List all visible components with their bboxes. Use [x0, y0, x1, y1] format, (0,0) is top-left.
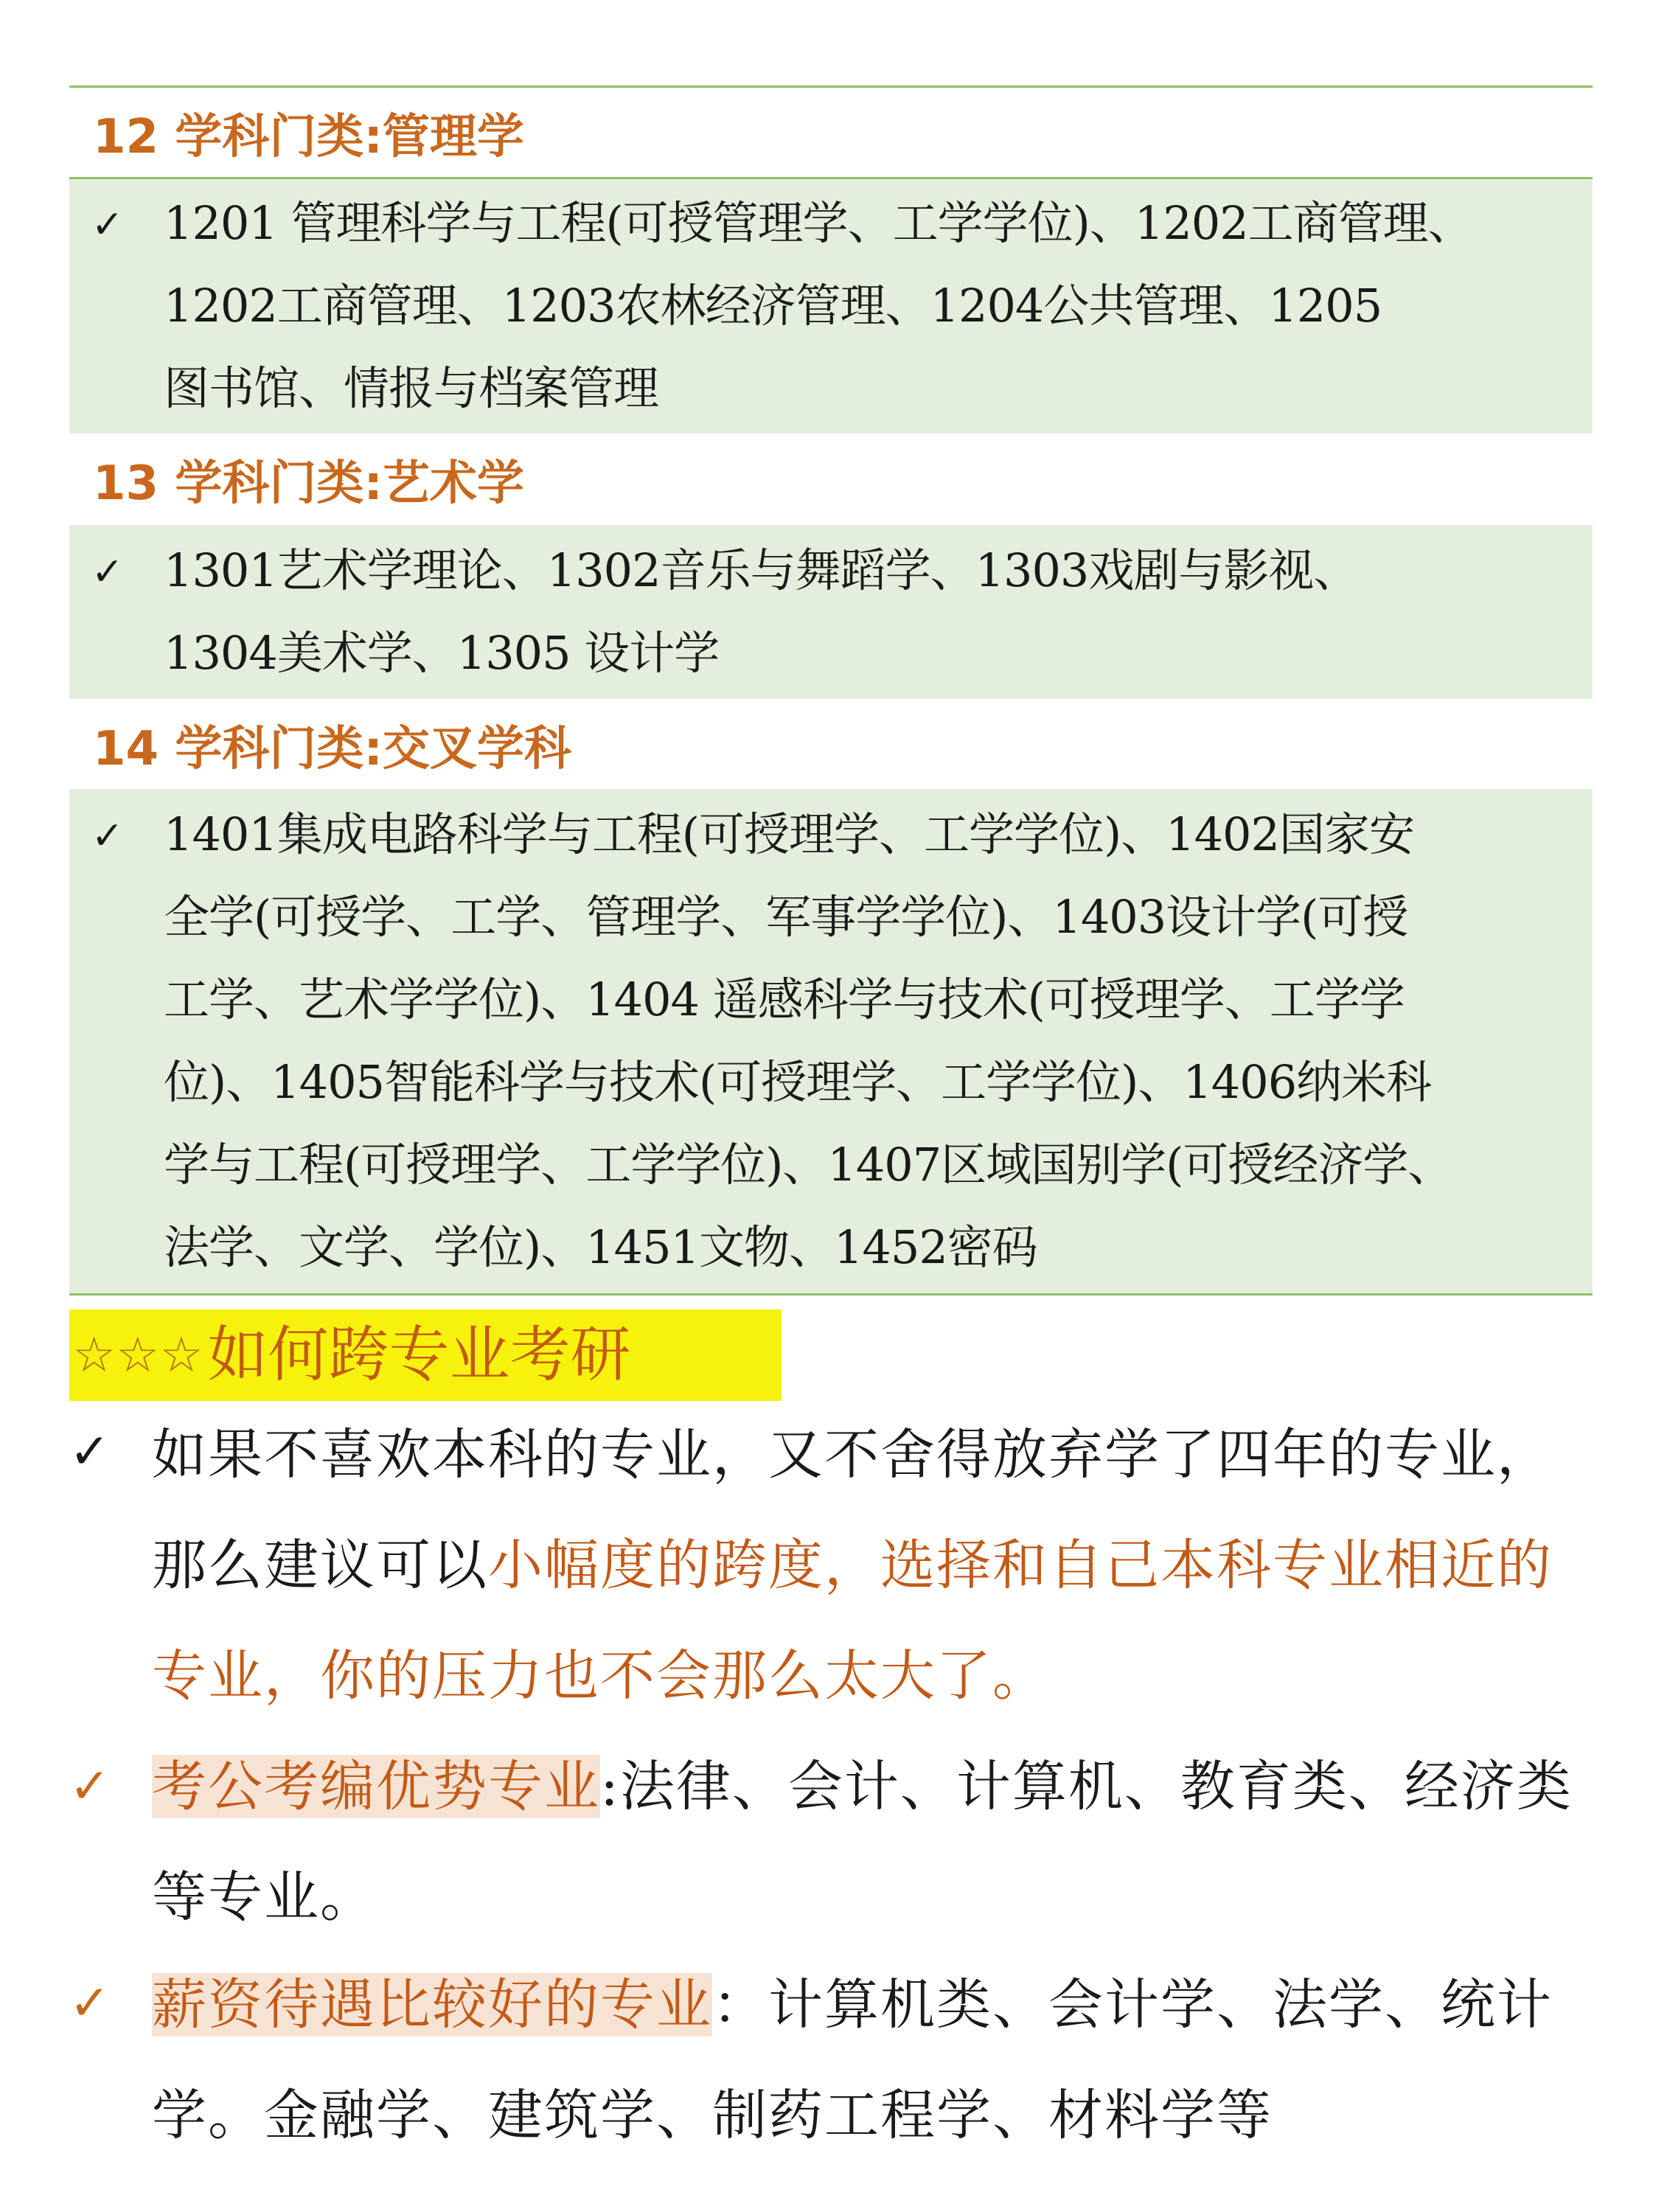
- tip-paragraph-1: [152, 1399, 1597, 1731]
- divider-rule: [69, 86, 1593, 88]
- check-icon: ✓: [91, 203, 124, 247]
- category-text-14: 1401集成电路科学与工程(可授理学、工学学位)、1402国家安 全学(可授学、工学、管理学、军事学学位)、1403设计学(可授 工学、艺术学学位)、1404 遥感科学与技术(可授理学、工学学 位)、1405智能科学与技术(可授理学、工学学位)、1406纳米科 学与工程(可授理学、工学学位)、1407区域国别学(可授经济学、 法学、文学、学位)、1451文物、1452密码: [164, 807, 1453, 1274]
- check-icon: ✓: [69, 1975, 111, 2031]
- tip3-body: ：计算机类、会计学、法学、统计学。金融学、建筑学、制药工程学、材料学等: [152, 1973, 1553, 2147]
- star-icon: ☆☆☆: [72, 1326, 203, 1383]
- category-text-13: 1301艺术学理论、1302音乐与舞蹈学、1303戏剧与影视、 1304美术学、1305 设计学: [164, 543, 1359, 680]
- tip1-emphasis: 小幅度的跨度，选择和自己本科专业相近的专业，你的压力也不会那么太大了。: [152, 1534, 1553, 1708]
- check-icon: ✓: [69, 1758, 111, 1815]
- category-heading-13: 13 学科门类:艺术学: [93, 456, 524, 511]
- tip3-label: 薪资待遇比较好的专业: [152, 1973, 712, 2037]
- tip2-label: 考公考编优势专业: [152, 1755, 600, 1818]
- tip-paragraph-2: [152, 1731, 1597, 1952]
- category-heading-14: 14 学科门类:交叉学科: [93, 722, 571, 776]
- tip1-lead: 如果不喜欢本科的专业，又不舍得放弃学了四年的专业，那么建议可以: [152, 1423, 1553, 1597]
- category-heading-12: 12 学科门类:管理学: [93, 110, 524, 164]
- category-text-12: 1201 管理科学与工程(可授管理学、工学学位)、1202工商管理、 1202工商管理、1203农林经济管理、1204公共管理、1205 图书馆、情报与档案管理: [164, 196, 1473, 415]
- category-band-13: [69, 525, 1593, 699]
- section-title: [69, 1310, 782, 1401]
- category-band-14: [69, 789, 1593, 1293]
- tip2-body: :法律、会计、计算机、教育类、经济类等专业。: [152, 1755, 1573, 1929]
- category-band-12: [69, 179, 1593, 434]
- section-title-text: 如何跨专业考研: [207, 1320, 631, 1390]
- check-icon: ✓: [91, 814, 124, 858]
- check-icon: ✓: [91, 550, 124, 594]
- divider-rule: [69, 1293, 1593, 1295]
- tip-paragraph-3: [152, 1950, 1597, 2171]
- check-icon: ✓: [69, 1423, 111, 1480]
